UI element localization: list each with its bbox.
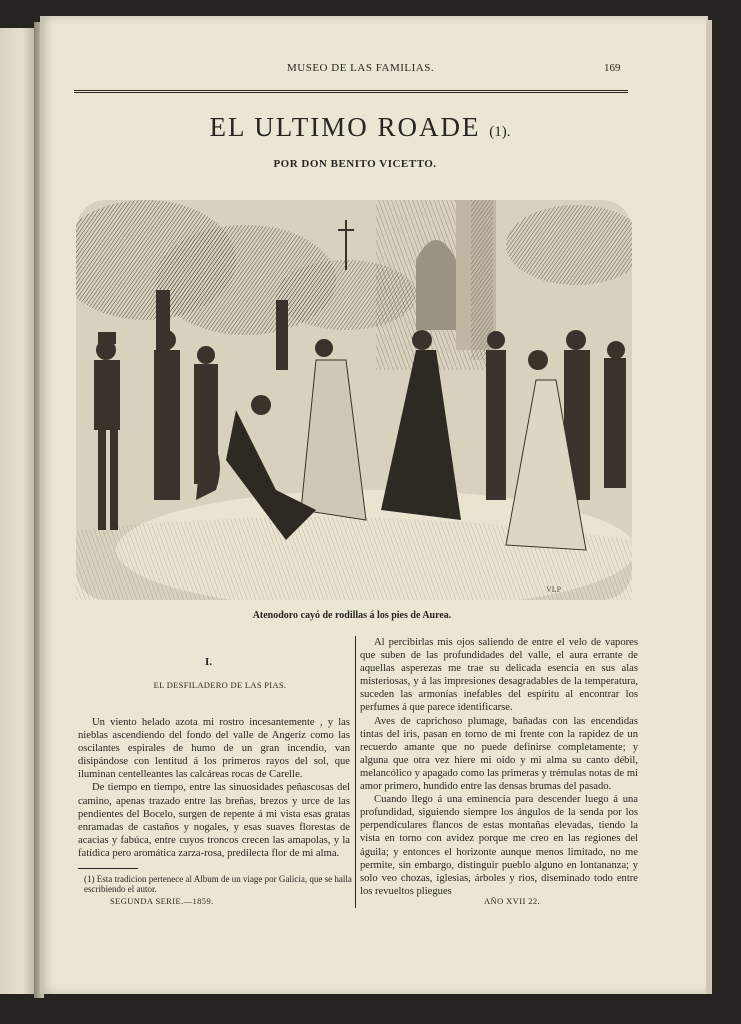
title-footnote-marker: (1). [489, 124, 511, 140]
header-rule [74, 90, 628, 93]
paragraph: Al percibirlas mis ojos saliendo de entre el velo de vapores que suben de las profundidades del valle, el aura errante de aquellas asperezas me trae su delicada esencia en sus alas misteriosas, y á las impresiones desagradables de la temperatura, suceden las armonías inefables del espíritu al encontrar los perfumes á que parece identificarse. [360, 637, 638, 714]
engraving-illustration [76, 200, 632, 600]
facing-page-edge [0, 28, 36, 994]
right-column [360, 636, 638, 898]
article-title-text: EL ULTIMO ROADE [209, 112, 481, 142]
footnote: (1) Esta tradicion pertenece al Album de un viage por Galicia, que se halla escribiendo el autor. [84, 874, 352, 894]
paragraph: Aves de caprichoso plumage, bañadas con las encendidas tintas del iris, pasan en torno de mi frente con la rapidez de un recuerdo amante que no puede definirse completamente; y alguna que otra vez hiere mi oido y mi alma su canto débil, melancólico y apagado como las primeras y trémulas notas de mi amor primero, hundido entre las densas brumas del pasado. [360, 715, 638, 793]
article-title [0, 112, 710, 143]
page-number: 169 [604, 62, 621, 74]
section-title: EL DESFILADERO DE LAS PIAS. [153, 680, 287, 690]
left-column [78, 716, 350, 860]
engraver-mark: VLP [546, 585, 562, 594]
column-rule [355, 636, 356, 908]
paragraph: De tiempo en tiempo, entre las sinuosidades peñascosas del camino, apenas trazado entre las breñas, brezos y urce de las pendientes del Bocelo, surgen de repente á mi vista esas gratas enramadas de castaños y nogales, y esas suaves florestas de acacias y fabúca, entre cuyos troncos crecen las amapolas, y la fatídica pero aromática zarza-rosa, predilecta flor de mi alma. [78, 782, 350, 859]
paragraph: Cuando llego á una eminencia para descender luego á una profundidad, siguiendo siempre los ángulos de la senda por los perpendiculares flancos de estas montañas elevadas, tiendo la vista en torno con avidez porque me creo en las regiones del águila; y entonces el horizonte aunque menos limitado, no me permite, sin embargo, distinguir pueblo alguno en lontananza; y solo veo chozas, iglesias, árboles y rios, diseminado todo entre los revueltos pliegues [360, 794, 638, 897]
illustration-caption: Atenodoro cayó de rodillas á los pies de Aurea. [252, 610, 452, 621]
year-signature: AÑO XVII 22. [484, 896, 541, 906]
paragraph: Un viento helado azota mi rostro incesantemente , y las nieblas ascendiendo del fondo del valle de Angeriz como las oscilantes espirales de humo de un gran incendio, van disipándose con lentitud á los primeros rayos del sol, que iluminan centelleantes las calcáreas rocas de Carelle. [78, 717, 350, 781]
section-number: I. [205, 656, 213, 668]
series-signature: SEGUNDA SERIE.—1859. [110, 896, 214, 906]
article-byline: POR DON BENITO VICETTO. [273, 158, 437, 170]
running-head: MUSEO DE LAS FAMILIAS. [287, 62, 435, 74]
footnote-rule [78, 868, 138, 869]
